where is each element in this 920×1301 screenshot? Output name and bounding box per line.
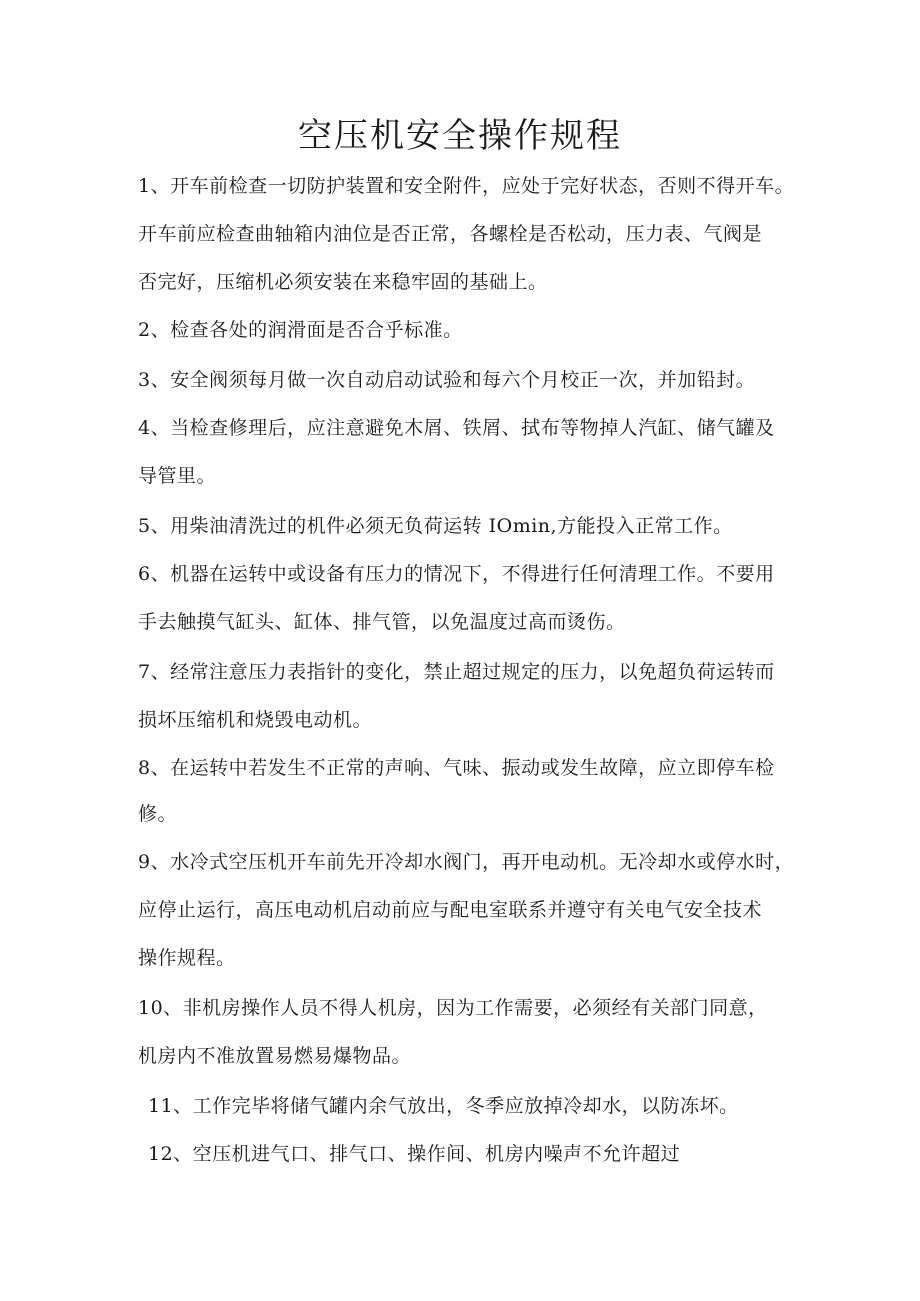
text-line: 8、在运转中若发生不正常的声响、气味、振动或发生故障，应立即停车检 xyxy=(138,757,775,779)
text-line: 手去触摸气缸头、缸体、排气管，以免温度过高而烫伤。 xyxy=(138,611,626,633)
text-line: 9、水冷式空压机开车前先开冷却水阀门，再开电动机。无冷却水或停水时， xyxy=(138,851,795,873)
text-line: 导管里。 xyxy=(138,465,217,487)
text-line: 开车前应检查曲轴箱内油位是否正常，各螺栓是否松动，压力表、气阀是 xyxy=(138,223,763,245)
text-line: 11、工作完毕将储气罐内余气放出，冬季应放掉冷却水，以防冻坏。 xyxy=(148,1095,739,1117)
text-line: 7、经常注意压力表指针的变化，禁止超过规定的压力，以免超负荷运转而 xyxy=(138,661,775,683)
text-line: 12、空压机进气口、排气口、操作间、机房内噪声不允许超过 xyxy=(148,1143,681,1165)
text-line: 1、开车前检查一切防护装置和安全附件，应处于完好状态，否则不得开车。 xyxy=(138,175,795,197)
text-line: 6、机器在运转中或设备有压力的情况下，不得进行任何清理工作。不要用 xyxy=(138,563,775,585)
text-line: 损坏压缩机和烧毁电动机。 xyxy=(138,709,373,731)
text-line: 否完好，压缩机必须安装在来稳牢固的基础上。 xyxy=(138,271,548,293)
text-line: 2、检查各处的润滑面是否合乎标准。 xyxy=(138,319,463,341)
document-title: 空压机安全操作规程 xyxy=(298,116,622,156)
text-line: 4、当检查修理后，应注意避免木屑、铁屑、拭布等物掉人汽缸、储气罐及 xyxy=(138,417,775,439)
text-line: 应停止运行，高压电动机启动前应与配电室联系并遵守有关电气安全技术 xyxy=(138,899,763,921)
text-line: 5、用柴油清洗过的机件必须无负荷运转 IOmin,方能投入正常工作。 xyxy=(138,515,733,537)
text-line: 修。 xyxy=(138,803,178,825)
text-line: 操作规程。 xyxy=(138,947,236,969)
text-line: 机房内不准放置易燃易爆物品。 xyxy=(138,1045,412,1067)
text-line: 10、非机房操作人员不得人机房，因为工作需要，必须经有关部门同意， xyxy=(138,997,768,1019)
text-line: 3、安全阀须每月做一次自动启动试验和每六个月校正一次，并加铅封。 xyxy=(138,369,756,391)
